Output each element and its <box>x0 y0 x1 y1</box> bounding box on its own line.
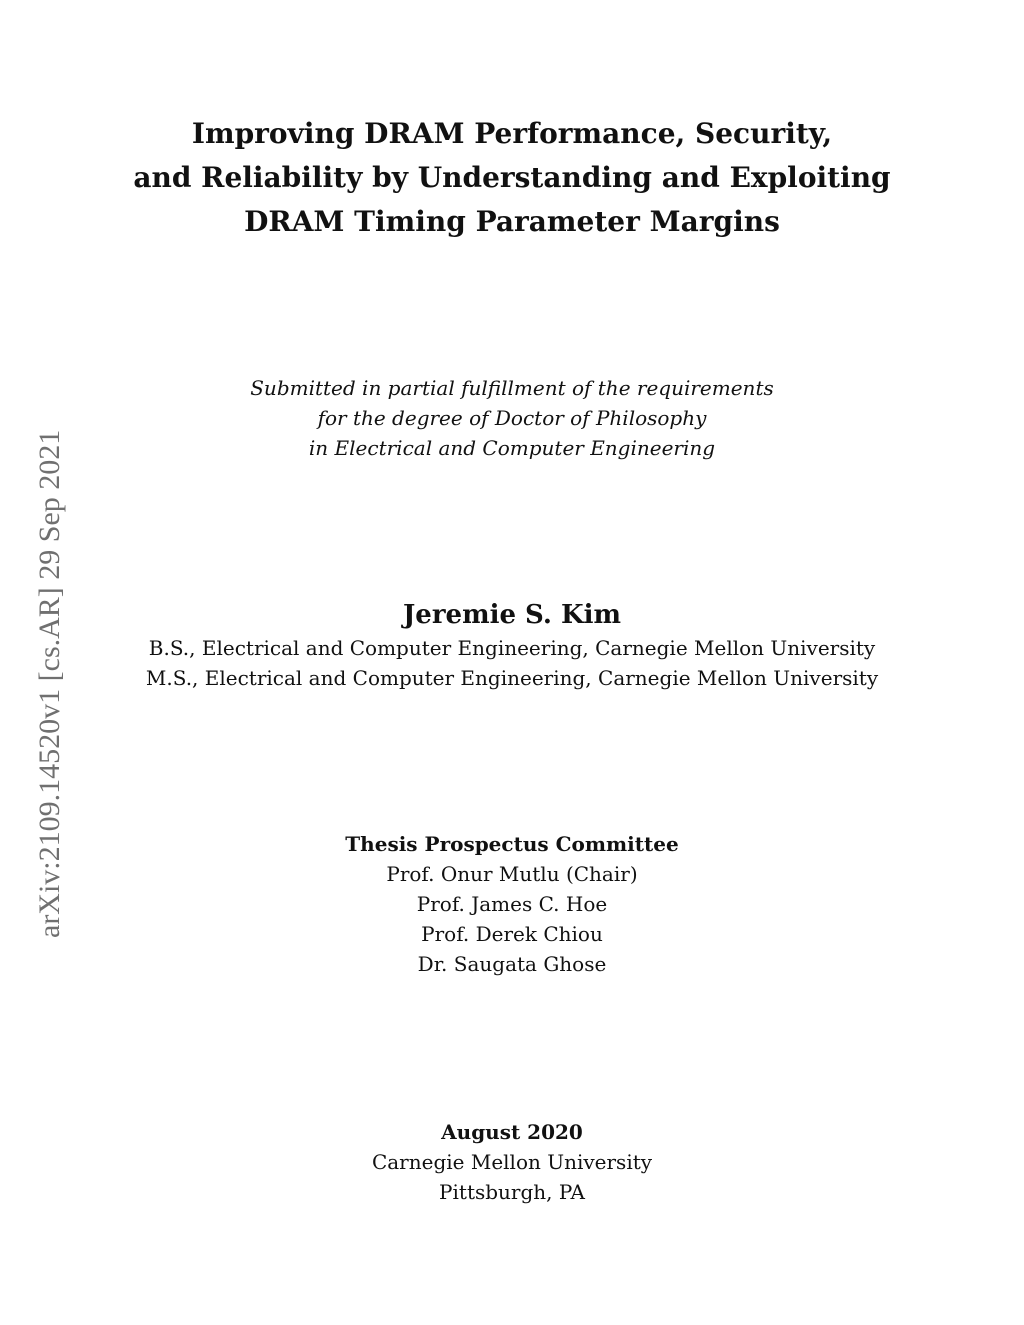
location: Pittsburgh, PA <box>439 1180 585 1204</box>
title-line: Improving DRAM Performance, Security, <box>191 117 833 150</box>
author-block <box>100 597 924 693</box>
arxiv-stamp: arXiv:2109.14520v1 [cs.AR] 29 Sep 2021 <box>33 429 66 938</box>
title-line: and Reliability by Understanding and Exploiting <box>133 161 891 194</box>
committee-member: Prof. James C. Hoe <box>416 892 608 916</box>
submission-line: for the degree of Doctor of Philosophy <box>317 406 707 430</box>
author-name: Jeremie S. Kim <box>402 600 621 630</box>
title-line: DRAM Timing Parameter Margins <box>244 205 780 238</box>
thesis-title <box>100 112 924 244</box>
submission-statement <box>100 373 924 463</box>
committee-member: Prof. Onur Mutlu (Chair) <box>386 862 638 886</box>
submission-date: August 2020 <box>441 1120 583 1144</box>
submission-line: Submitted in partial fulfillment of the requirements <box>250 376 774 400</box>
footer-block <box>100 1117 924 1207</box>
committee-block <box>100 829 924 979</box>
committee-member: Dr. Saugata Ghose <box>417 952 607 976</box>
submission-line: in Electrical and Computer Engineering <box>308 436 716 460</box>
committee-heading: Thesis Prospectus Committee <box>345 832 679 856</box>
committee-member: Prof. Derek Chiou <box>421 922 603 946</box>
author-degree: M.S., Electrical and Computer Engineering, Carnegie Mellon University <box>145 666 879 690</box>
author-degree: B.S., Electrical and Computer Engineering, Carnegie Mellon University <box>148 636 876 660</box>
institution: Carnegie Mellon University <box>371 1150 653 1174</box>
